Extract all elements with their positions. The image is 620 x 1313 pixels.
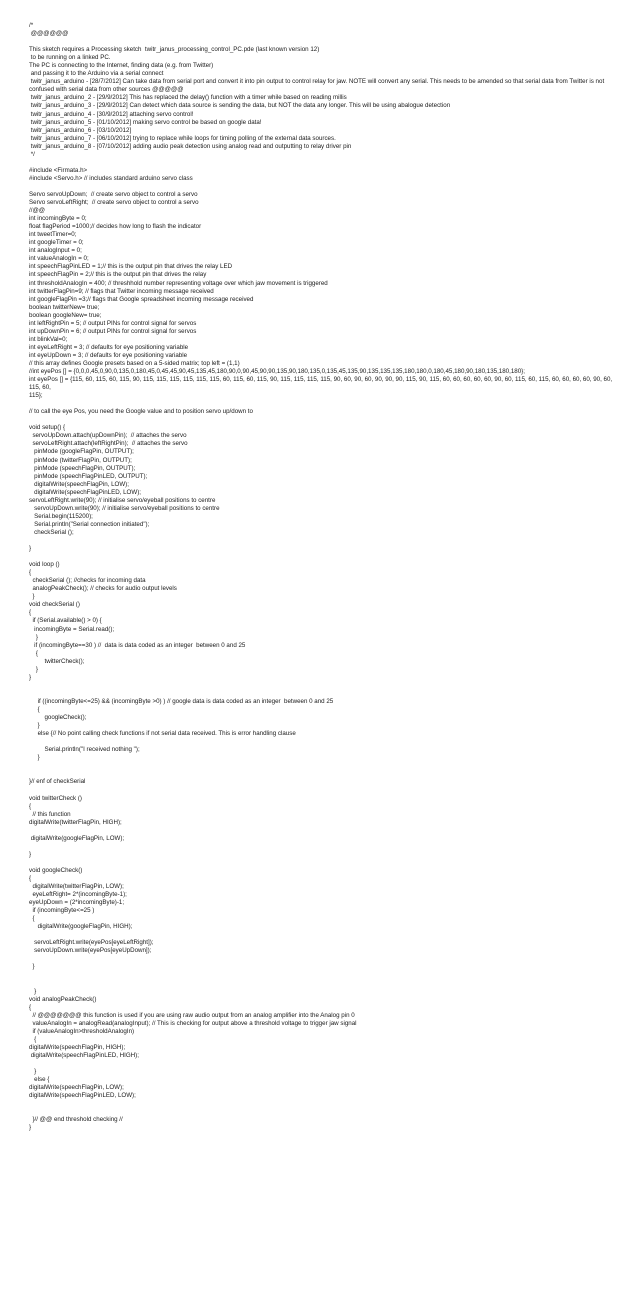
code-line: #include <Firmata.h> [29,166,88,174]
code-line: to be running on a linked PC. [29,54,111,62]
code-line: void analogPeakCheck() [29,995,97,1003]
code-line [29,1100,615,1108]
code-line: digitalWrite(speechFlagPin, HIGH); [29,1043,126,1051]
code-line: int valueAnalogIn = 0; [29,255,89,263]
code-line: servoUpDown.attach(upDownPin); // attaches the servo [29,432,187,440]
code-line: twitr_janus_arduino_4 - [30/9/2012] attaching servo control! [29,110,194,118]
code-line [29,843,615,851]
code-line: digitalWrite(twitterFlagPin, HIGH); [29,818,122,826]
code-line: } [29,633,38,641]
code-line: pinMode (speechFlagPinLED, OUTPUT); [29,472,148,480]
code-line: } [29,850,32,858]
code-line [29,738,615,746]
code-line [29,931,615,939]
code-line: int googleTimer = 0; [29,239,84,247]
code-line [29,1108,615,1116]
code-line: void googleCheck() [29,866,83,874]
code-line: eyeLeftRight= 2*(incomingByte-1); [29,891,127,899]
code-line [29,553,615,561]
code-line [29,400,615,408]
code-line: float flagPeriod =1000;// decides how long to flash the indicator [29,223,202,231]
code-line: Serial.begin(115200); [29,512,93,520]
code-line: digitalWrite(speechFlagPinLED, HIGH); [29,1052,139,1059]
code-line: servoLeftRight.write(90); // initialise servo/eyeball positions to centre [29,496,216,504]
code-line: int eyeLeftRight = 3; // defaults for eye positioning variable [29,343,189,351]
code-line: else { [29,1076,50,1084]
code-line: digitalWrite(twitterFlagPin, LOW); [29,883,124,891]
code-line: servoUpDown.write(eyePos[eyeUpDown]); [29,947,152,955]
code-line: int speechFlagPinLED = 1;// this is the output pin that drives the relay LED [29,263,233,271]
code-line: analogPeakCheck(); // checks for audio output levels [29,585,177,593]
code-line: digitalWrite(speechFlagPin, LOW); [29,480,129,488]
code-line [29,416,615,424]
code-line: int upDownPin = 6; // output PINs for control signal for servos [29,327,197,335]
code-line: void checkSerial () [29,601,80,609]
code-line: servoUpDown.write(90); // initialise servo/eyeball positions to centre [29,504,220,512]
code-line: digitalWrite(speechFlagPinLED, LOW); [29,1092,136,1100]
code-line: else {// No point calling check functions if not serial data received. This is error handling clause [29,730,296,738]
code-line: digitalWrite(speechFlagPin, LOW); [29,1084,124,1092]
code-line: void loop () [29,561,60,569]
code-line [29,159,615,167]
code-line: boolean googleNew= true; [29,311,102,319]
code-line: Servo servoUpDown; // create servo object to control a servo [29,190,198,198]
code-line [29,955,615,963]
code-line [29,682,615,690]
code-line: servoLeftRight.attach(leftRightPin); // attaches the servo [29,440,188,448]
code-line: // @@@@@@@ this function is used if you are using raw audio output from an analog amplifier into the Analog pin 0 [29,1011,355,1019]
code-line: Serial.println("I received nothing "); [29,746,140,754]
code-line: 115}; [29,392,43,400]
code-line [29,38,615,46]
code-line: if (Serial.available() > 0) { [29,617,102,625]
code-line: This sketch requires a Processing sketch twitr_janus_processing_control_PC.pde (last known version 12) [29,46,320,54]
code-line: { [29,802,32,810]
code-line: { [29,569,32,577]
code-line: googleCheck(); [29,714,87,722]
code-line: // to call the eye Pos, you need the Google value and to position servo up/down to [29,408,253,416]
code-line: int speechFlagPin = 2;// this is the output pin that drives the relay [29,271,207,279]
code-line: twitr_janus_arduino_7 - [06/10/2012] trying to replace while loops for timing polling of the external data sources. [29,134,336,142]
code-line: { [29,1003,32,1011]
code-line: } [29,545,32,553]
code-line: }// enf of checkSerial [29,778,86,786]
code-line: servoLeftRight.write(eyePos[eyeLeftRight]); [29,939,154,947]
code-line: */ [29,150,35,158]
code-line: //int eyePos [] = {0,0,0,45,0,90,0,135,0,180,45,0,45,45,90,45,135,45,180,90,0,90,45,90,90,135,90,180,135,0,135,45,135,90,135,135,135,180,180,0,180,45,180,90,180,135,180,180}; [29,368,525,376]
code-line: { [29,874,32,882]
code-line: if (incomingByte==30 ) // data is data coded as an integer between 0 and 25 [29,641,246,649]
code-line: int leftRightPin = 5; // output PINs for control signal for servos [29,319,197,327]
code-line: pinMode (twitterFlagPin, OUTPUT); [29,456,132,464]
code-line: { [29,1035,37,1043]
code-line: { [29,609,32,617]
code-line: void setup() { [29,424,66,432]
code-line: int analogInput = 0; [29,247,82,255]
code-line: #include <Servo.h> // includes standard arduino servo class [29,174,193,182]
code-line: digitalWrite(googleFlagPin, LOW); [29,834,125,842]
code-line: valueAnalogIn = analogRead(analogInput); // This is checking for output above a threshold voltage to trigger jaw signal [29,1019,357,1027]
code-line: } [29,1124,32,1132]
code-line: } [29,963,35,971]
code-line [29,859,615,867]
code-line: The PC is connecting to the Internet, finding data (e.g. from Twitter) [29,62,214,70]
code-line: int twitterFlagPin=9; // flags that Twitter incoming message received [29,287,214,295]
code-line: { [29,649,38,657]
code-line: twitr_janus_arduino_8 - [07/10/2012] adding audio peak detection using analog read and outputting to relay driver pin [29,142,352,150]
code-line: int tweetTimer=0; [29,231,77,239]
code-line: and passing it to the Arduino via a serial connect [29,70,164,78]
code-line [29,980,615,988]
code-line: int incomingByte = 0; [29,215,87,223]
code-line: digitalWrite(speechFlagPinLED, LOW); [29,488,141,496]
code-line: } [29,754,40,762]
code-line: }// @@ end threshold checking // [29,1116,123,1124]
code-line: } [29,987,37,995]
code-line: if (incomingByte<=25 ) [29,907,95,915]
code-line: // this function [29,810,71,818]
code-line: twitr_janus_arduino_2 - [29/9/2012] This has replaced the delay() function with a timer while based on reading millis [29,94,347,102]
code-line: digitalWrite(googleFlagPin, HIGH); [29,923,133,931]
code-line: } [29,665,38,673]
code-line: Servo servoLeftRight; // create servo object to control a servo [29,199,199,207]
code-line: twitr_janus_arduino - [28/7/2012] Can take data from serial port and convert it into pin output to control relay for jaw. NOTE will convert any serial. This needs to be amended so that serial data from Twitter is not [29,78,605,86]
code-line: //@@ [29,207,46,215]
code-line [29,690,615,698]
code-line: twitr_janus_arduino_6 - [03/10/2012] [29,126,132,134]
code-line: if ((incomingByte<=25) && (incomingByte >0) ) // google data is data coded as an integer between 0 and 25 [29,697,334,705]
code-line: twitr_janus_arduino_3 - [29/9/2012] Can detect which data source is sending the data, but NOT the data any longer. This will be using abalogue detection [29,102,451,110]
code-line [29,537,615,545]
code-line: /* [29,22,34,29]
code-line: checkSerial (); [29,528,74,536]
code-line: @@@@@@ [29,30,69,38]
code-line: // this array defines Google presets based on a 5-sided matrix; top left = (1,1) [29,359,240,367]
code-line [29,770,615,778]
code-line: } [29,1068,37,1076]
code-line: confused with serial data from other sources @@@@@ [29,86,184,94]
code-document [29,22,615,1132]
code-line: Serial.println("Serial connection initiated"); [29,520,150,528]
code-line [29,1060,615,1068]
code-line: incomingByte = Serial.read(); [29,625,115,633]
code-line: int eyeUpDown = 3; // defaults for eye positioning variable [29,351,188,359]
code-line: } [29,673,32,681]
code-line: int blinkVal=0; [29,335,68,343]
code-line: eyeUpDown = (2*incomingByte)-1; [29,899,125,907]
code-line: void twitterCheck () [29,794,82,802]
code-line [29,827,615,835]
code-line [29,972,615,980]
code-line: int googleFlagPin =3;// flags that Google spreadsheet incoming message received [29,295,254,303]
code-line: pinMode (googleFlagPin, OUTPUT); [29,448,134,456]
code-line: twitr_janus_arduino_5 - [01/10/2012] making servo control be based on google data! [29,118,262,126]
code-line: pinMode (speechFlagPin, OUTPUT); [29,464,136,472]
code-line: checkSerial (); //checks for incoming data [29,577,146,585]
code-line: { [29,705,40,713]
code-line [29,762,615,770]
code-line [29,183,615,191]
code-line: } [29,722,40,730]
code-line [29,786,615,794]
code-line: int thresholdAnalogIn = 400; // threshhold number representing voltage over which jaw movement is triggered [29,279,328,287]
code-line: boolean twitterNew= true; [29,303,100,311]
code-line: } [29,593,35,601]
code-line: int eyePos [] = {115, 60, 115, 60, 115, 90, 115, 115, 115, 115, 115, 115, 60, 115, 60, 115, 90, 115, 115, 115, 115, 90, 60, 90, 60, 90, 90, 90, 115, 90, 115, 60, 60, 60, 60, 60, 90, 60, 115, 60, 115, 60, 60, 60, 60, 90, 60, 115, 60, [29,376,614,392]
code-line: twitterCheck(); [29,657,85,665]
code-line: if (valueAnalogIn>thresholdAnalogIn) [29,1027,135,1035]
code-line: { [29,915,35,923]
